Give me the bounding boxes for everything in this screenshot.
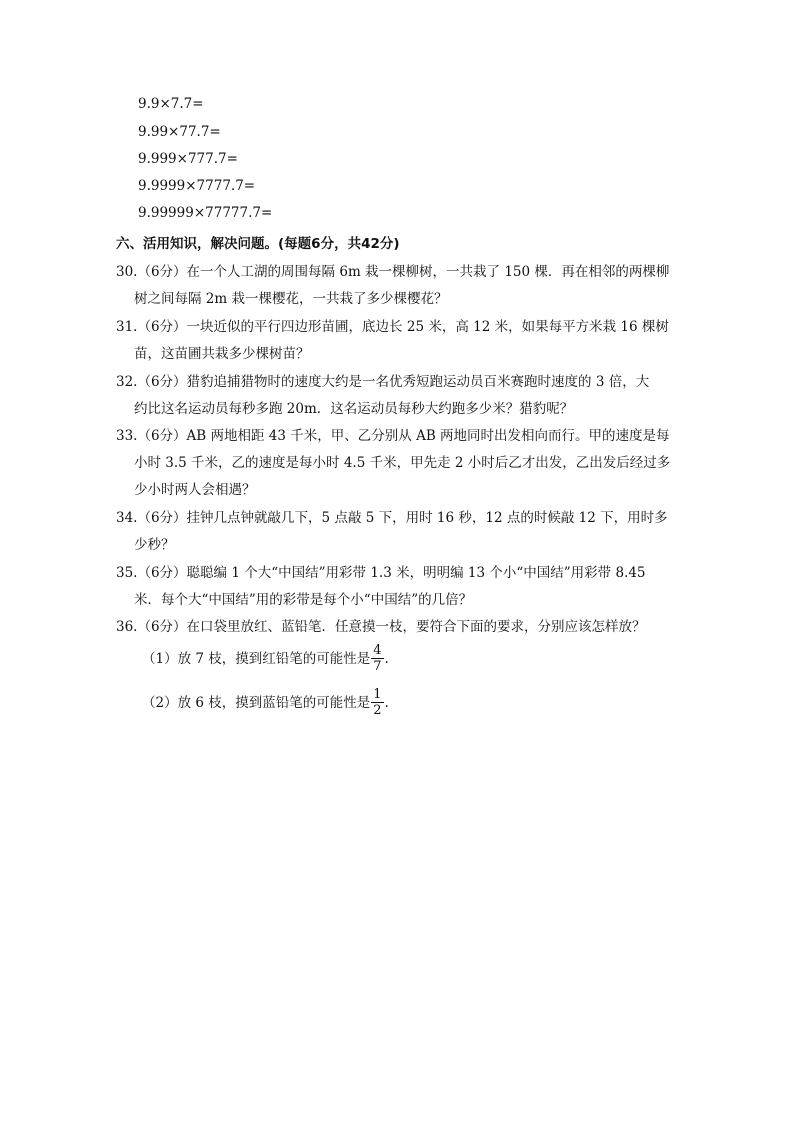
question-text: 32.（6分）猎豹追捕猎物时的速度大约是一名优秀短跑运动员百米赛跑时速度的 3 倍，大	[116, 374, 650, 390]
sub-question-text: （2）放 6 枝，摸到蓝铅笔的可能性是	[142, 695, 371, 711]
question-text: 36.（6分）在口袋里放红、蓝铅笔．任意摸一枝，要符合下面的要求，分别应该怎样放？	[116, 619, 646, 635]
fraction-denominator: 2	[373, 703, 382, 718]
question-text: 31.（6分）一块近似的平行四边形苗圃，底边长 25 米，高 12 米，如果每平方米栽 16 棵树	[116, 319, 669, 335]
question-text: 树之间每隔 2m 栽一棵樱花，一共栽了多少棵樱花？	[134, 291, 448, 307]
question-text: 33.（6分）AB 两地相距 43 千米，甲、乙分别从 AB 两地同时出发相向而行。甲的速度是每	[116, 428, 670, 444]
question-text: 米．每个大“中国结”用的彩带是每个小“中国结”的几倍？	[134, 592, 473, 608]
equation-line: 9.999×777.7=	[138, 151, 238, 167]
fraction-numerator: 1	[373, 687, 382, 702]
fraction-numerator: 4	[373, 643, 382, 658]
fraction	[371, 688, 383, 717]
sub-question-1	[142, 645, 389, 674]
sub-question-end: .	[384, 651, 389, 667]
sub-question-end: .	[384, 695, 389, 711]
question-text: 30.（6分）在一个人工湖的周围每隔 6m 栽一棵柳树，一共栽了 150 棵．再在相邻的两棵柳	[116, 264, 670, 280]
equation-line: 9.99999×77777.7=	[138, 205, 273, 221]
question-text: 34.（6分）挂钟几点钟就敲几下，5 点敲 5 下，用时 16 秒，12 点的时候敲 12 下，用时多	[116, 510, 668, 526]
equation-line: 9.9×7.7=	[138, 96, 204, 112]
question-text: 小时 3.5 千米，乙的速度是每小时 4.5 千米，甲先走 2 小时后乙才出发，乙出发后经过多	[134, 455, 671, 471]
fraction-denominator: 7	[373, 659, 382, 674]
question-text: 少小时两人会相遇？	[134, 482, 256, 498]
sub-question-2	[142, 689, 389, 718]
sub-question-text: （1）放 7 枝，摸到红铅笔的可能性是	[142, 651, 371, 667]
section-heading: 六、活用知识，解决问题。(每题6分，共42分)	[116, 236, 400, 252]
question-text: 少秒？	[134, 537, 175, 553]
question-text: 35.（6分）聪聪编 1 个大“中国结”用彩带 1.3 米，明明编 13 个小“中国结”用彩带 8.45	[116, 565, 646, 581]
question-text: 苗，这苗圃共栽多少棵树苗？	[134, 346, 310, 362]
equation-line: 9.9999×7777.7=	[138, 178, 256, 194]
fraction	[371, 644, 383, 673]
equation-line: 9.99×77.7=	[138, 124, 221, 140]
question-text: 约比这名运动员每秒多跑 20m．这名运动员每秒大约跑多少米？猎豹呢？	[134, 401, 574, 417]
